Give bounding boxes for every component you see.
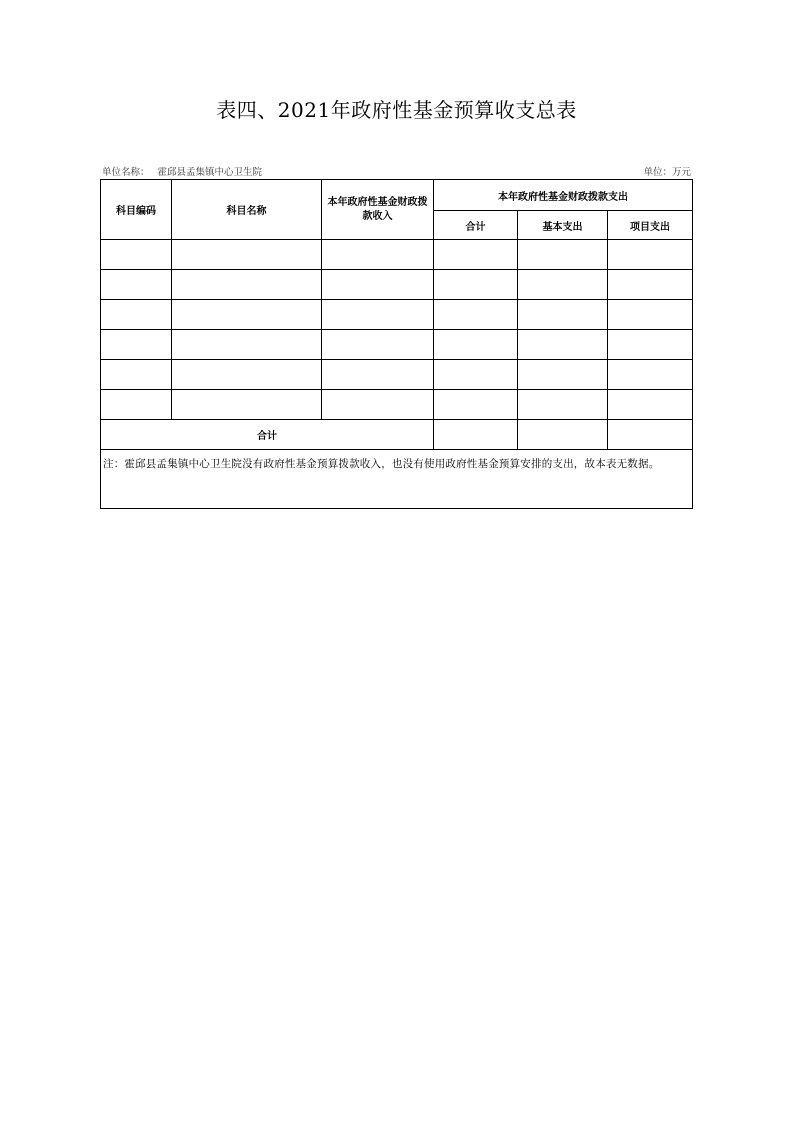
table-row [101, 330, 693, 360]
cell-subject-name [172, 360, 322, 390]
cell-total [434, 330, 518, 360]
cell-subject-code [101, 360, 172, 390]
header-basic-expense: 基本支出 [518, 211, 608, 240]
unit-label: 单位：万元 [643, 167, 691, 178]
table-row [101, 270, 693, 300]
unit-name-value: 霍邱县孟集镇中心卫生院 [157, 167, 263, 178]
cell-project-expense [608, 240, 693, 270]
table-note: 注：霍邱县孟集镇中心卫生院没有政府性基金预算拨款收入，也没有使用政府性基金预算安排的支出，故本表无数据。 [101, 450, 693, 509]
cell-total [434, 360, 518, 390]
table-row [101, 390, 693, 420]
header-project-expense: 项目支出 [608, 211, 693, 240]
cell-subject-code [101, 330, 172, 360]
cell-income [322, 240, 434, 270]
cell-income [322, 330, 434, 360]
cell-project-expense [608, 300, 693, 330]
cell-total [434, 270, 518, 300]
cell-subject-name [172, 300, 322, 330]
cell-income [322, 300, 434, 330]
cell-basic-expense [518, 240, 608, 270]
cell-basic-expense [518, 390, 608, 420]
unit-name-label: 单位名称： [102, 167, 150, 178]
cell-project-expense [608, 360, 693, 390]
cell-income [322, 270, 434, 300]
cell-basic-expense [518, 360, 608, 390]
cell-total [434, 390, 518, 420]
cell-subject-name [172, 240, 322, 270]
cell-basic-expense [518, 330, 608, 360]
table-row [101, 240, 693, 270]
cell-subject-code [101, 300, 172, 330]
cell-income [322, 390, 434, 420]
total-row [101, 420, 693, 450]
cell-project-expense [608, 270, 693, 300]
cell-income [322, 360, 434, 390]
note-row [101, 450, 693, 509]
cell-total [434, 300, 518, 330]
cell-subject-code [101, 390, 172, 420]
cell-subject-code [101, 240, 172, 270]
total-row-label: 合计 [101, 420, 434, 450]
table-row [101, 360, 693, 390]
cell-project-expense [608, 330, 693, 360]
cell-total [434, 240, 518, 270]
cell-subject-name [172, 270, 322, 300]
total-row-basic-expense [518, 420, 608, 450]
cell-project-expense [608, 390, 693, 420]
header-subject-code: 科目编码 [101, 180, 172, 240]
page-title: 表四、2021年政府性基金预算收支总表 [216, 98, 577, 122]
table-row [101, 300, 693, 330]
header-total: 合计 [434, 211, 518, 240]
cell-subject-name [172, 390, 322, 420]
header-income: 本年政府性基金财政拨款收入 [322, 180, 434, 240]
header-expense-group: 本年政府性基金财政拨款支出 [434, 180, 693, 211]
cell-subject-code [101, 270, 172, 300]
total-row-total [434, 420, 518, 450]
header-subject-name: 科目名称 [172, 180, 322, 240]
total-row-project-expense [608, 420, 693, 450]
unit-name [102, 164, 262, 178]
cell-subject-name [172, 330, 322, 360]
budget-table [100, 179, 693, 509]
cell-basic-expense [518, 270, 608, 300]
cell-basic-expense [518, 300, 608, 330]
